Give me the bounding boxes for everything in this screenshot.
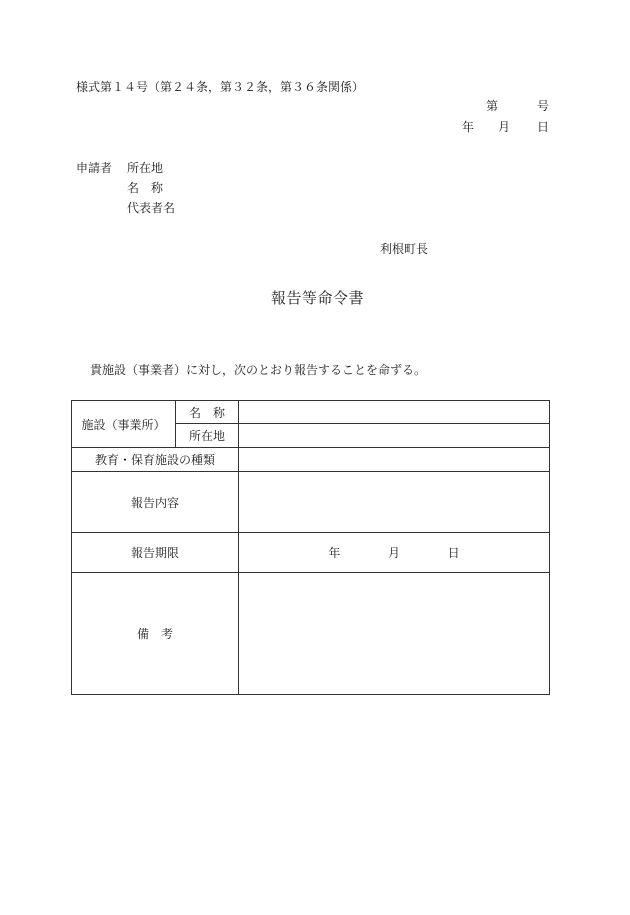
report-order-table	[71, 400, 550, 695]
date-day: 日	[537, 120, 550, 134]
applicant-heading: 申請者	[76, 161, 113, 175]
date-year: 年	[462, 120, 475, 134]
document-title: 報告等命令書	[271, 289, 365, 307]
doc-number-suffix: 号	[537, 99, 550, 113]
applicant-address-label: 所在地	[127, 161, 164, 175]
report-deadline-value[interactable]	[239, 533, 550, 573]
facility-name-value[interactable]	[239, 401, 550, 424]
facility-label: 施設（事業所）	[72, 401, 176, 448]
facility-address-label: 所在地	[176, 424, 239, 448]
remarks-label: 備 考	[72, 573, 239, 695]
facility-type-label: 教育・保育施設の種類	[72, 448, 239, 472]
remarks-value[interactable]	[239, 573, 550, 695]
deadline-day: 日	[447, 546, 460, 560]
date-month: 月	[498, 120, 511, 134]
report-content-value[interactable]	[239, 472, 550, 533]
applicant-name-label: 名 称	[127, 181, 164, 195]
body-text: 貴施設（事業者）に対し，次のとおり報告することを命ずる。	[90, 363, 427, 377]
doc-number-prefix: 第	[486, 99, 499, 113]
issuer: 利根町長	[380, 242, 429, 256]
report-content-label: 報告内容	[72, 472, 239, 533]
report-deadline-label: 報告期限	[72, 533, 239, 573]
facility-type-value[interactable]	[239, 448, 550, 472]
form-number: 様式第１４号（第２４条，第３２条，第３６条関係）	[76, 80, 365, 94]
deadline-month: 月	[387, 546, 400, 560]
facility-name-label: 名 称	[176, 401, 239, 424]
deadline-year: 年	[328, 546, 341, 560]
facility-address-value[interactable]	[239, 424, 550, 448]
applicant-representative-label: 代表者名	[127, 201, 176, 215]
